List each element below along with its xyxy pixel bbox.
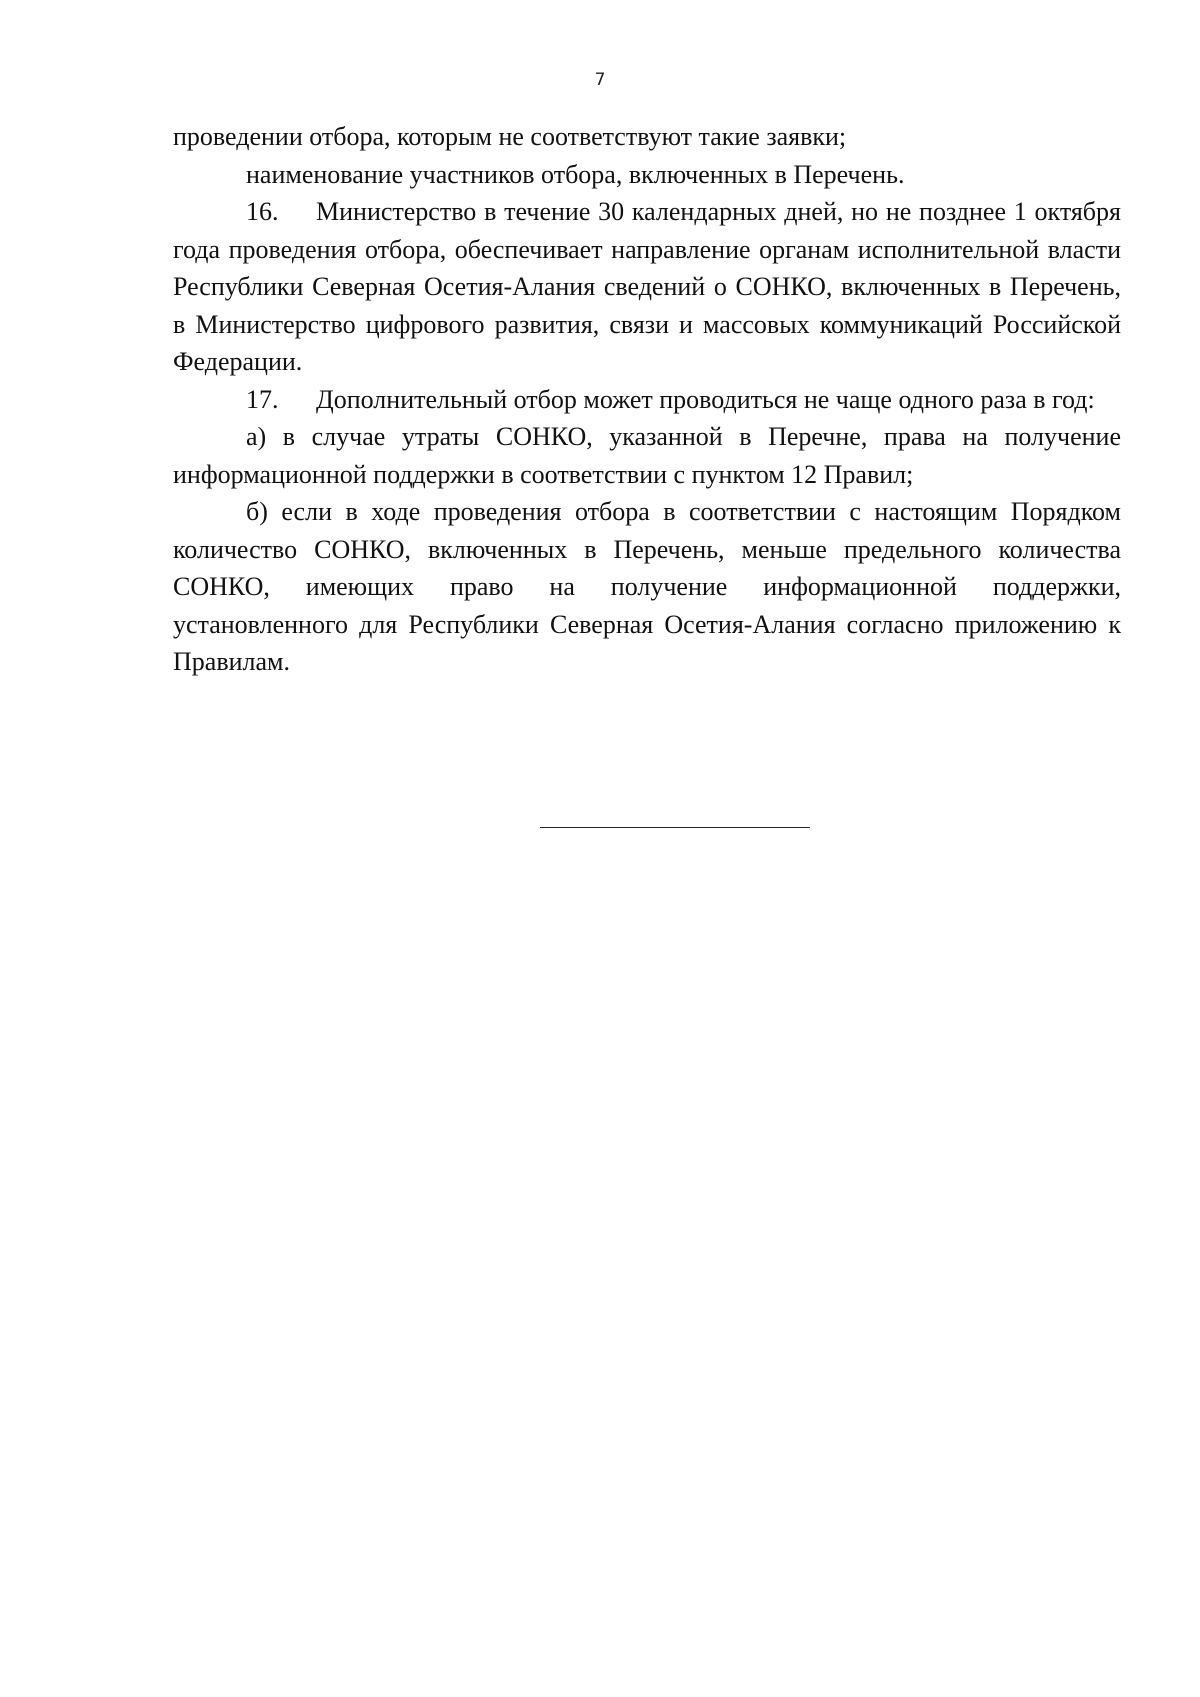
item-number: 17. bbox=[246, 384, 279, 414]
page-number: 7 bbox=[594, 70, 606, 90]
paragraph-item-16 bbox=[173, 193, 1121, 381]
paragraph-subitem-a: а) в случае утраты СОНКО, указанной в Перечне, права на получение информационной поддержки в соответствии с пунктом 12 Правил; bbox=[173, 422, 1121, 489]
document-body bbox=[173, 118, 1121, 681]
paragraph-continuation: проведении отбора, которым не соответствуют такие заявки; bbox=[173, 122, 847, 151]
paragraph-subitem-b: б) если в ходе проведения отбора в соответствии с настоящим Порядком количество СОНКО, включенных в Перечень, меньше предельного количества СОНКО, имеющих право на получение информационной поддержки, установленного для Республики Северная Осетия-Алания согласно приложению к Правилам. bbox=[173, 497, 1121, 676]
item-number: 16. bbox=[246, 197, 279, 226]
paragraph-item-17 bbox=[173, 381, 1121, 419]
paragraph-text: Дополнительный отбор может проводиться не чаще одного раза в год: bbox=[316, 384, 1095, 414]
paragraph-participants-names: наименование участников отбора, включенных в Перечень. bbox=[246, 159, 905, 189]
paragraph-text: Министерство в течение 30 календарных дней, но не позднее 1 октября года проведения отбора, обеспечивает направление органам исполнительной власти Республики Северная Осетия-Алания сведений о СОНКО, включенных в Перечень, в Министерство цифрового развития, связи и массовых коммуникаций Российской Федерации. bbox=[173, 197, 1121, 376]
end-separator-line bbox=[540, 827, 810, 828]
